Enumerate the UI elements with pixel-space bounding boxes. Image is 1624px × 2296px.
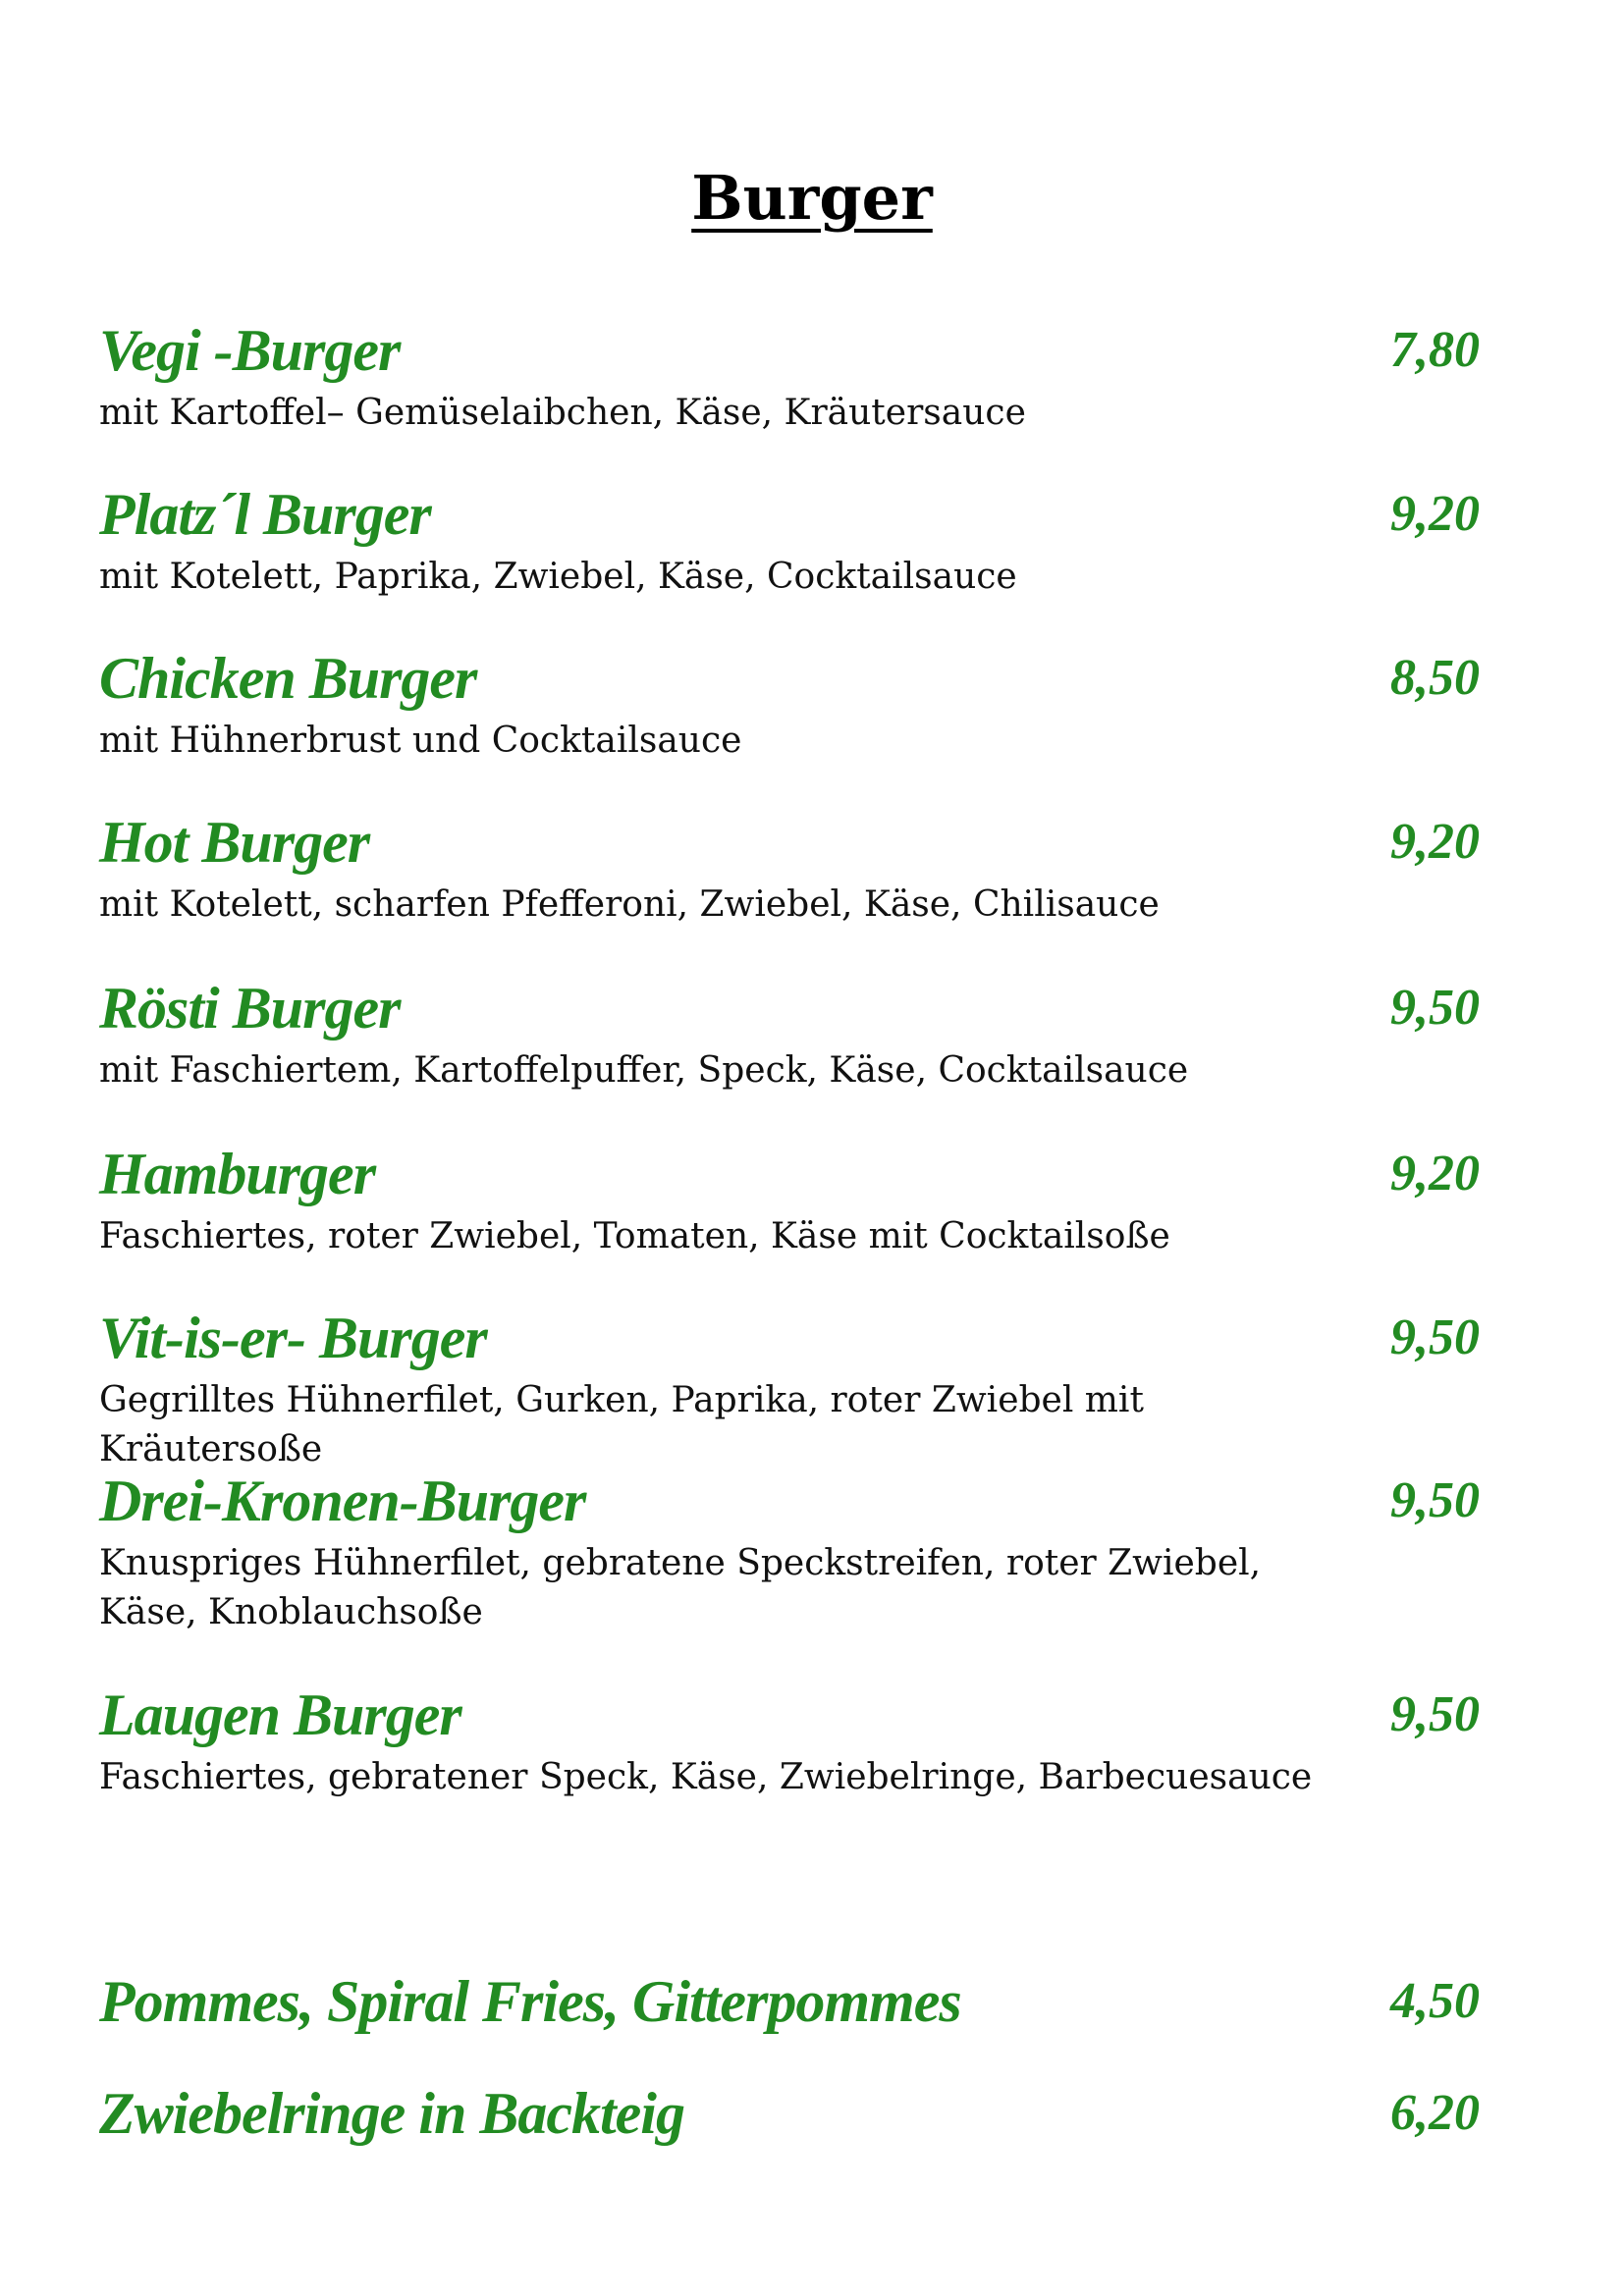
item-price: 9,50 xyxy=(1390,1686,1480,1742)
menu-item-hamburger xyxy=(99,1140,1493,1261)
menu-item-zwiebelringe xyxy=(99,2079,1493,2148)
item-description: mit Kartoffel– Gemüselaibchen, Käse, Kräutersauce xyxy=(99,393,1026,433)
menu-item-platzl-burger xyxy=(99,480,1493,602)
menu-item-vegi-burger xyxy=(99,316,1493,438)
item-price: 4,50 xyxy=(1390,1973,1480,2029)
item-price: 9,20 xyxy=(1390,814,1480,870)
item-description: Knuspriges Hühnerfilet, gebratene Speckstreifen, roter Zwiebel, Käse, Knoblauchsoße xyxy=(99,1543,1262,1632)
item-name: Vegi -Burger xyxy=(99,318,401,383)
item-price: 9,20 xyxy=(1390,1146,1480,1201)
item-price: 8,50 xyxy=(1390,650,1480,706)
menu-item-pommes xyxy=(99,1967,1493,2036)
menu-item-hot-burger xyxy=(99,808,1493,930)
menu-item-chicken-burger xyxy=(99,644,1493,766)
item-name: Pommes, Spiral Fries, Gitterpommes xyxy=(99,1969,961,2034)
page-title xyxy=(0,159,1624,238)
item-price: 6,20 xyxy=(1390,2085,1480,2141)
item-description: Gegrilltes Hühnerfilet, Gurken, Paprika, roter Zwiebel mit Kräutersoße xyxy=(99,1380,1144,1469)
item-name: Hot Burger xyxy=(99,810,370,875)
item-price: 9,50 xyxy=(1390,1309,1480,1365)
item-name: Platz´l Burger xyxy=(99,482,431,547)
item-name: Rösti Burger xyxy=(99,976,401,1041)
item-description: Faschiertes, gebratener Speck, Käse, Zwiebelringe, Barbecuesauce xyxy=(99,1757,1313,1797)
menu-item-roesti-burger xyxy=(99,974,1493,1095)
item-price: 9,20 xyxy=(1390,486,1480,542)
item-name: Zwiebelringe in Backteig xyxy=(99,2081,684,2146)
item-price: 9,50 xyxy=(1390,980,1480,1036)
item-name: Chicken Burger xyxy=(99,646,477,711)
item-description: mit Kotelett, Paprika, Zwiebel, Käse, Cocktailsauce xyxy=(99,557,1017,597)
menu-item-laugen-burger xyxy=(99,1681,1493,1802)
item-price: 7,80 xyxy=(1390,322,1480,378)
item-name: Drei-Kronen-Burger xyxy=(99,1468,586,1533)
item-name: Laugen Burger xyxy=(99,1682,461,1747)
menu-item-drei-kronen-burger xyxy=(99,1467,1493,1637)
item-description: mit Faschiertem, Kartoffelpuffer, Speck, Käse, Cocktailsauce xyxy=(99,1050,1189,1091)
item-description: mit Hühnerbrust und Cocktailsauce xyxy=(99,721,742,761)
page-title-text: Burger xyxy=(691,162,933,234)
item-price: 9,50 xyxy=(1390,1472,1480,1528)
item-name: Vit-is-er- Burger xyxy=(99,1306,487,1370)
menu-item-vit-is-er-burger xyxy=(99,1304,1493,1474)
item-description: mit Kotelett, scharfen Pfefferoni, Zwiebel, Käse, Chilisauce xyxy=(99,884,1160,925)
item-name: Hamburger xyxy=(99,1142,376,1206)
item-description: Faschiertes, roter Zwiebel, Tomaten, Käse mit Cocktailsoße xyxy=(99,1216,1170,1256)
